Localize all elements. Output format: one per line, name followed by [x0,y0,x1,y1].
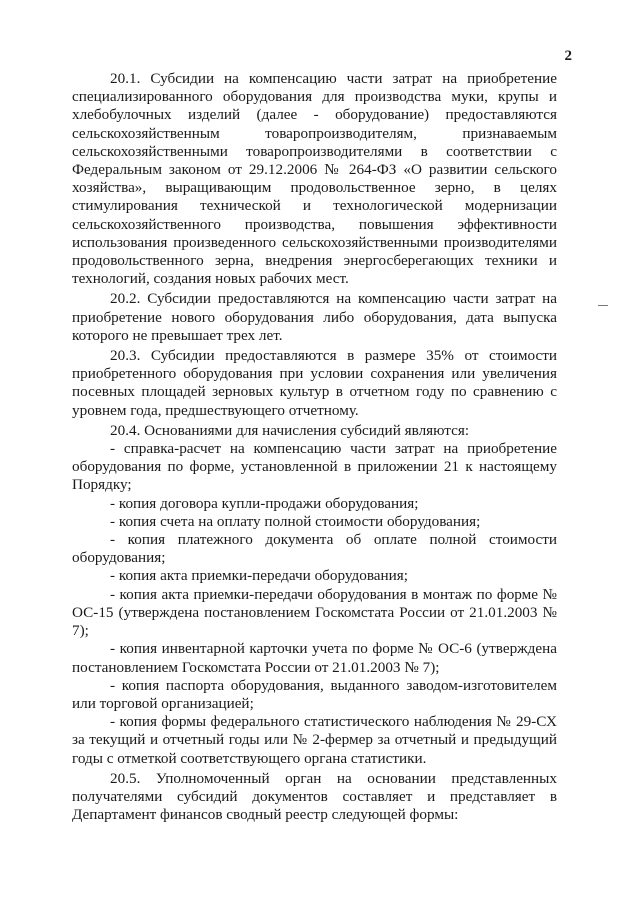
list-item: - копия паспорта оборудования, выданного заводом-изготовителем или торговой организацией; [72,676,557,712]
list-item: - справка-расчет на компенсацию части затрат на приобретение оборудования по форме, установленной в приложении 21 к настоящему Порядку; [72,440,557,494]
paragraph-20-4: 20.4. Основаниями для начисления субсидий являются: [110,421,470,439]
paragraph-20-1: 20.1. Субсидии на компенсацию части затрат на приобретение специализированного оборудования для производства муки, крупы и хлебобулочных изделий (далее - оборудование) предоставляются сельскохозяйственным товаропроизводителям, признаваемым сельскохозяйственными товаропроизводителями в соответствии с Федеральным законом от 29.12.2006 № 264-ФЗ «О развитии сельского хозяйства», выращивающим продовольственное зерно, в целях стимулирования технической и технологической модернизации сельскохозяйственного производства, повышения эффективности использования произведенного сельскохозяйственными производителями продовольственного зерна, внедрения энергосберегающих техники и технологий, создания новых рабочих мест. [72,70,557,288]
list-item: - копия счета на оплату полной стоимости оборудования; [110,512,481,530]
list-item: - копия договора купли-продажи оборудования; [110,494,419,512]
paragraph-20-3: 20.3. Субсидии предоставляются в размере 35% от стоимости приобретенного оборудования при условии сохранения или увеличения посевных площадей зерновых культур в отчетном году по сравнению с уровнем года, предшествующего отчетному. [72,347,557,419]
page-number: 2 [564,48,572,64]
margin-mark [598,305,608,306]
paragraph-20-5: 20.5. Уполномоченный орган на основании представленных получателями субсидий документов составляет и представляет в Департамент финансов сводный реестр следующей формы: [72,769,557,824]
list-item: - копия инвентарной карточки учета по форме № ОС-6 (утверждена постановлением Госкомстата России от 21.01.2003 № 7); [72,640,557,676]
list-item: - копия акта приемки-передачи оборудования в монтаж по форме № ОС-15 (утверждена постановлением Госкомстата России от 21.01.2003 № 7); [72,585,557,640]
list-item: - копия платежного документа об оплате полной стоимости оборудования; [72,531,557,567]
paragraph-20-2: 20.2. Субсидии предоставляются на компенсацию части затрат на приобретение нового оборудования либо оборудования, дата выпуска которого не превышает трех лет. [72,290,557,344]
document-body [72,70,557,824]
list-item: - копия формы федерального статистического наблюдения № 29-СХ за текущий и отчетный годы или № 2-фермер за отчетный и предыдущий годы с отметкой соответствующего органа статистики. [72,713,557,767]
list-item: - копия акта приемки-передачи оборудования; [110,567,409,585]
